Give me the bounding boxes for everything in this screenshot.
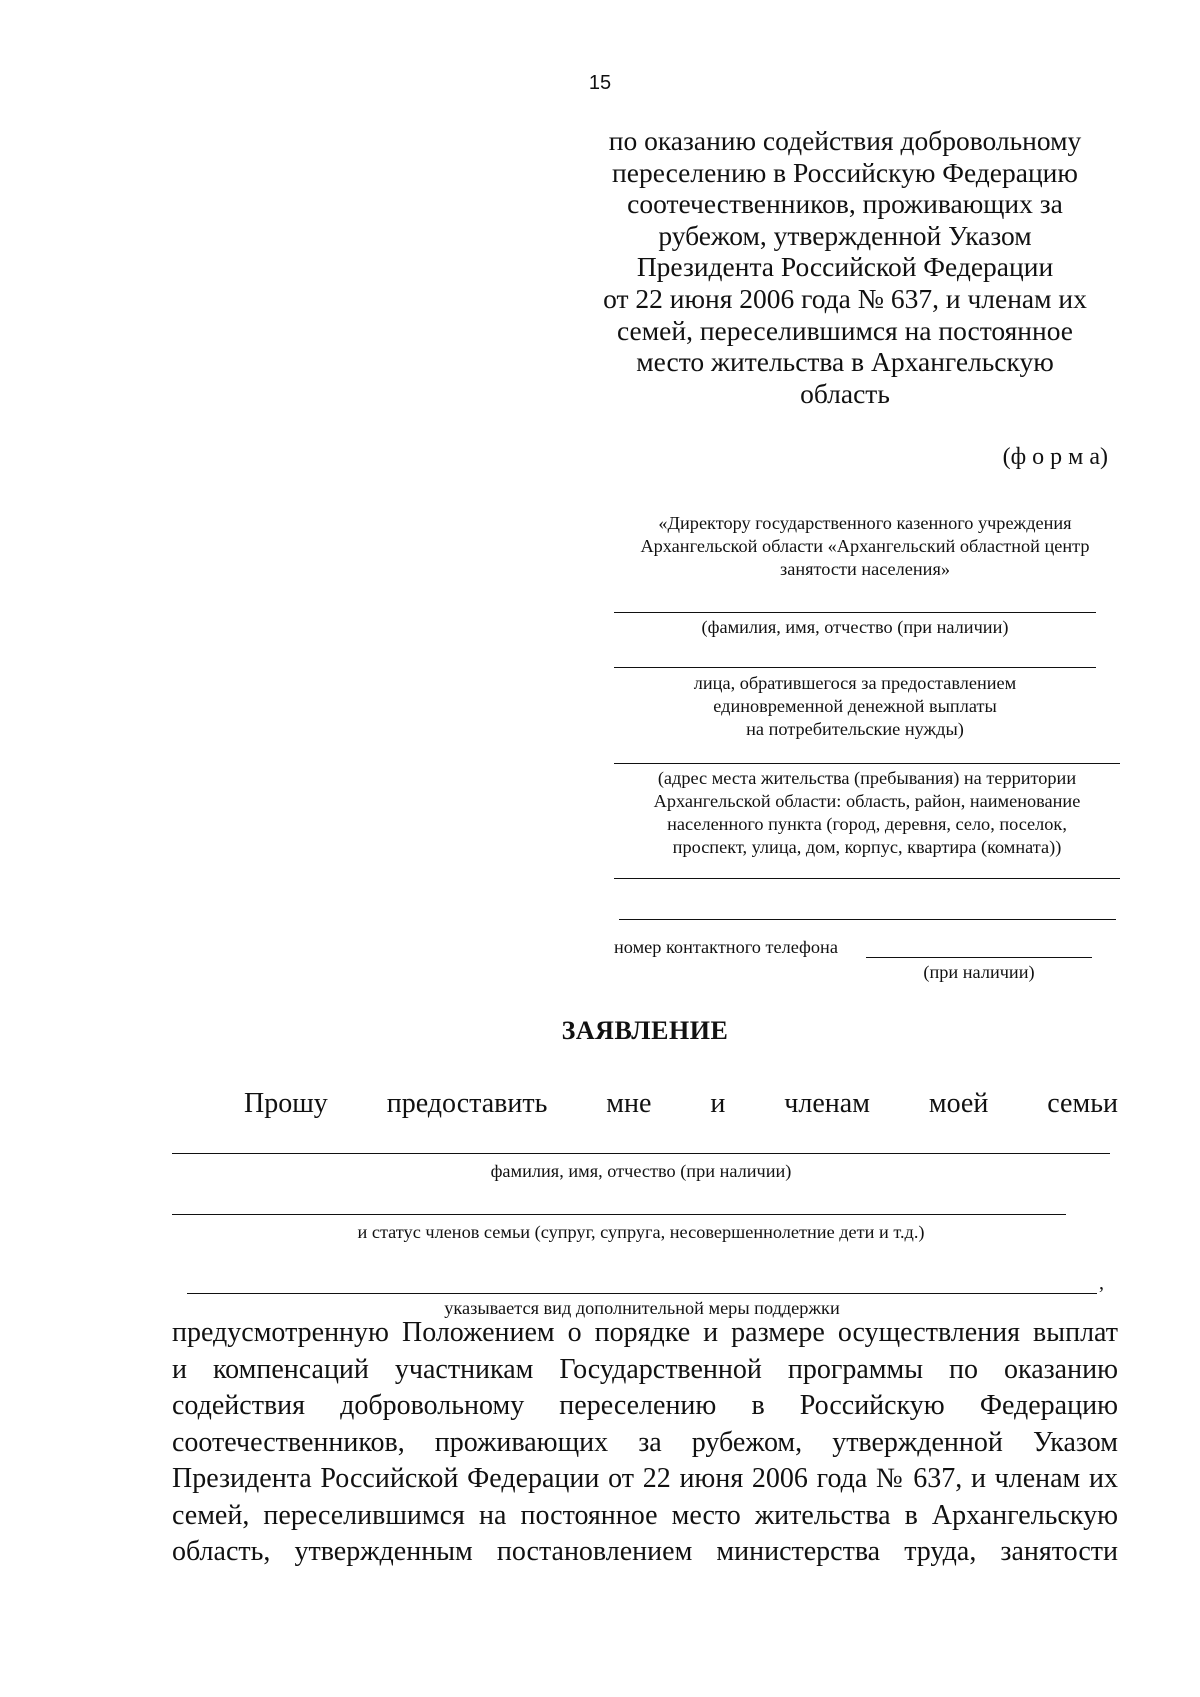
address-field-line-2[interactable] (614, 878, 1120, 879)
heading-line: от 22 июня 2006 года № 637, и членам их (603, 282, 1087, 314)
heading-line: рубежом, утвержденной Указом (658, 219, 1032, 251)
body-line: и компенсаций участникам Государственной программы по оказанию (172, 1353, 1118, 1385)
heading-line: область (800, 377, 890, 409)
body-line: содействия добровольному переселению в Российскую Федерацию (172, 1390, 1118, 1421)
body-line: соотечественников, проживающих за рубежом, утвержденной Указом (172, 1426, 1118, 1458)
applicant-description-field[interactable] (614, 667, 1096, 668)
heading-line: соотечественников, проживающих за (627, 188, 1063, 220)
heading-line: по оказанию содействия добровольному (608, 125, 1082, 156)
addressee-block (610, 512, 1120, 581)
address-caption-line: (адрес места жительства (пребывания) на территории (657, 768, 1077, 788)
heading-line: место жительства в Архангельскую (636, 346, 1054, 378)
address-caption-line: проспект, улица, дом, корпус, квартира (комната)) (672, 837, 1062, 857)
body-paragraph (172, 1315, 1118, 1571)
form-label: (ф о р м а) (1002, 444, 1108, 470)
addressee-line: «Директору государственного казенного учреждения (658, 513, 1072, 533)
applicant-fio-field[interactable] (614, 612, 1096, 613)
applicant-caption-line: единовременной денежной выплаты (713, 696, 997, 716)
address-caption-line: населенного пункта (город, деревня, село, поселок, (667, 814, 1067, 834)
address-caption (614, 767, 1120, 859)
phone-caption: (при наличии) (923, 962, 1035, 982)
annex-heading (585, 125, 1105, 409)
body-line: Президента Российской Федерации от 22 июня 2006 года № 637, и членам их (172, 1463, 1118, 1494)
body-line: предусмотренную Положением о порядке и размере осуществления выплат (172, 1317, 1118, 1348)
request-row (244, 1088, 1118, 1120)
addressee-line: занятости населения» (779, 559, 951, 579)
phone-label: номер контактного телефона (614, 937, 838, 957)
applicant-caption-line: лица, обратившегося за предоставлением (693, 673, 1017, 693)
address-caption-line: Архангельской области: область, район, наименование (653, 791, 1081, 811)
request-word: членам (784, 1088, 870, 1119)
document-title: ЗАЯВЛЕНИЕ (561, 1016, 729, 1045)
request-word: Прошу (244, 1088, 328, 1119)
support-comma: , (1099, 1272, 1104, 1294)
request-word: семьи (1047, 1088, 1118, 1119)
heading-line: переселению в Российскую Федерацию (612, 156, 1078, 188)
request-word: предоставить (386, 1088, 548, 1119)
family-fio-field[interactable] (172, 1153, 1110, 1154)
family-fio-caption: фамилия, имя, отчество (при наличии) (490, 1161, 792, 1181)
heading-line: Президента Российской Федерации (636, 251, 1054, 283)
phone-field[interactable] (866, 957, 1092, 958)
request-word: и (710, 1088, 726, 1119)
family-status-field[interactable] (172, 1214, 1066, 1215)
address-field-line-3[interactable] (619, 919, 1116, 920)
page-number: 15 (588, 72, 612, 94)
address-field[interactable] (614, 763, 1120, 764)
request-word: моей (928, 1088, 989, 1119)
family-status-caption: и статус членов семьи (супруг, супруга, несовершеннолетние дети и т.д.) (357, 1222, 925, 1242)
support-measure-field[interactable] (187, 1293, 1097, 1294)
applicant-caption (614, 672, 1096, 741)
request-word: мне (606, 1088, 652, 1119)
support-caption: указывается вид дополнительной меры поддержки (444, 1298, 840, 1318)
applicant-fio-caption: (фамилия, имя, отчество (при наличии) (701, 617, 1009, 637)
body-line: семей, переселившимся на постоянное место жительства в Архангельскую (172, 1499, 1118, 1531)
body-line: область, утвержденным постановлением министерства труда, занятости (172, 1536, 1118, 1567)
heading-line: семей, переселившимся на постоянное (617, 314, 1073, 346)
addressee-line: Архангельской области «Архангельский областной центр (640, 536, 1090, 556)
applicant-caption-line: на потребительские нужды) (746, 719, 964, 739)
